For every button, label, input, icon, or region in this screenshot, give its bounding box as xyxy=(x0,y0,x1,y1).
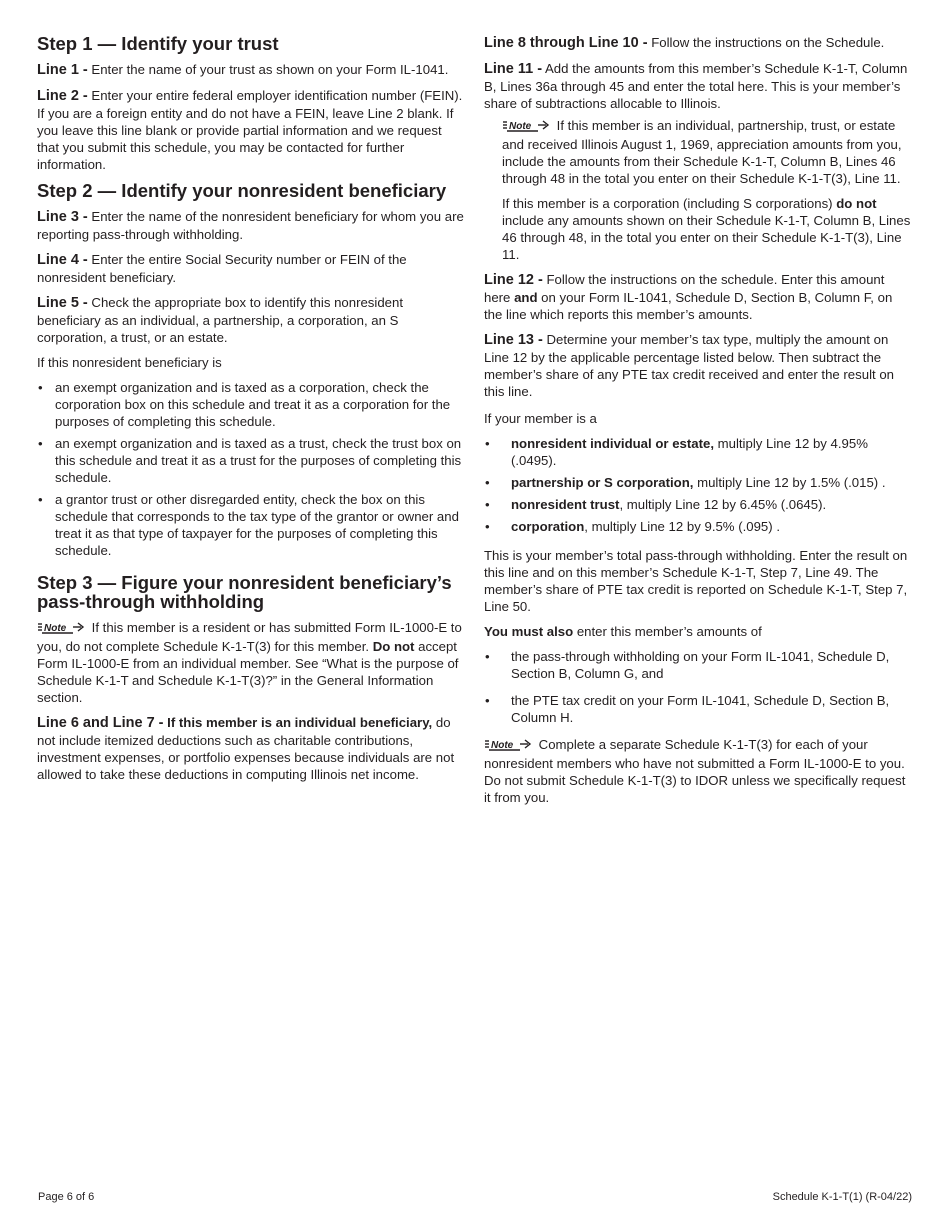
list-item xyxy=(37,379,467,430)
line1-label: Line 1 - xyxy=(37,62,88,78)
line5-text: Check the appropriate box to identify this nonresident beneficiary as an individual, a partnership, a corporation, an S corporation, a trust, or an estate. xyxy=(37,295,403,345)
line4-label: Line 4 - xyxy=(37,252,88,268)
line5-label: Line 5 - xyxy=(37,295,88,311)
bullet-icon: • xyxy=(485,519,490,534)
bullet-icon: • xyxy=(485,649,490,664)
line13-paragraph xyxy=(484,331,914,400)
page-number: Page 6 of 6 xyxy=(38,1191,95,1203)
list-item-text: a grantor trust or other disregarded entity, check the box on this schedule that corresponds to the tax type of the grantor or owner and treat it as that type of taxpayer for the purposes of completing this schedule. xyxy=(55,492,459,558)
list-item xyxy=(37,491,467,559)
rate-text: , multiply Line 12 by 6.45% (.0645). xyxy=(619,497,827,512)
step3-heading-line1: Step 3 — Figure your nonresident beneficiary’s xyxy=(37,572,452,593)
must-also-list xyxy=(484,648,914,726)
svg-text:Note: Note xyxy=(44,623,67,634)
note1-text-b: accept Form IL-1000-E from an individual member. See “What is the purpose of Schedule K-1-T and Schedule K-1-T(3)?” in the General Information section. xyxy=(37,639,459,705)
line12-text-b: on your Form IL-1041, Schedule D, Section B, Column F, on the line which reports this member’s amounts. xyxy=(484,290,893,322)
rates-list xyxy=(484,435,914,535)
line11-text: Add the amounts from this member’s Schedule K-1-T, Column B, Lines 36a through 45 and enter the total here. This is your member’s share of subtractions allocable to Illinois. xyxy=(484,61,908,111)
note1-text-a: If this member is a resident or has submitted Form IL-1000-E to you, do not complete Schedule K-1-T(3) for this member. xyxy=(37,620,462,654)
corporation-bold: do not xyxy=(836,196,877,211)
if-beneficiary-text: If this nonresident beneficiary is xyxy=(37,355,222,370)
corporation-text-b: include any amounts shown on their Schedule K-1-T, Column B, Lines 46 through 48, in the total you enter on their Schedule K-1-T(3), Line 11. xyxy=(502,213,911,262)
list-item xyxy=(484,692,914,726)
must-also-bold: You must also xyxy=(484,624,574,639)
note2-text: If this member is an individual, partnership, trust, or estate and received Illinois August 1, 1969, appreciation amounts from you, include the amounts from their Schedule K-1-T, Column B, Lines 46 through 48 in the total you enter on their Schedule K-1-T(3), Line 11. xyxy=(502,118,902,186)
line67-label: Line 6 and Line 7 - xyxy=(37,715,164,731)
rate-text: multiply Line 12 by 4.95% (.0495). xyxy=(511,436,868,468)
line4-text: Enter the entire Social Security number or FEIN of the nonresident beneficiary. xyxy=(37,252,407,285)
note3-paragraph xyxy=(484,736,914,806)
bullet-icon: • xyxy=(485,436,490,451)
step3-heading xyxy=(37,573,467,611)
line2-label: Line 2 - xyxy=(37,88,88,104)
line12-paragraph xyxy=(484,271,914,323)
bullet-icon: • xyxy=(38,492,43,507)
if-member-text: If your member is a xyxy=(484,411,597,426)
line67-text: do not include itemized deductions such as charitable contributions, investment expenses, or portfolio expenses because individuals are not allowed to take these deductions in computing Illinois net income. xyxy=(37,715,455,782)
line5-paragraph xyxy=(37,294,467,346)
line13-label: Line 13 - xyxy=(484,332,543,348)
rate-type: nonresident trust xyxy=(511,497,620,512)
bullet-icon: • xyxy=(485,475,490,490)
total-withholding-paragraph: This is your member’s total pass-through withholding. Enter the result on this line and on this member’s Schedule K-1-T, Step 7, Line 49. The member’s share of PTE tax credit is reported on Schedule K-1-T, Step 7, Line 50. xyxy=(484,548,908,614)
left-column xyxy=(37,34,467,791)
list-item-text: the PTE tax credit on your Form IL-1041, Schedule D, Section B, Column H. xyxy=(511,693,890,725)
list-item xyxy=(37,435,467,486)
line1-paragraph xyxy=(37,61,467,79)
line12-label: Line 12 - xyxy=(484,272,543,288)
line2-paragraph xyxy=(37,87,467,173)
bullet-icon: • xyxy=(485,497,490,512)
list-item-text: an exempt organization and is taxed as a corporation, check the corporation box on this schedule and treat it as a corporation for the purposes of completing this schedule. xyxy=(55,380,451,429)
line8-10-text: Follow the instructions on the Schedule. xyxy=(647,35,885,50)
note-icon xyxy=(37,620,85,638)
beneficiary-bullet-list xyxy=(37,379,467,559)
list-item-text: an exempt organization and is taxed as a trust, check the trust box on this schedule and treat it as a trust for the purposes of completing this schedule. xyxy=(55,436,462,485)
bullet-icon: • xyxy=(485,693,490,708)
line13-text: Determine your member’s tax type, multiply the amount on Line 12 by the applicable percentage listed below. Then subtract the member’s share of any PTE tax credit received and enter the result on this line. xyxy=(484,332,894,399)
line2-text: Enter your entire federal employer identification number (FEIN). If you are a foreign entity and do not have a FEIN, leave Line 2 blank. If you leave this line blank or provide partial information and we request that you submit this schedule, you may be contacted for further information. xyxy=(37,88,463,172)
corporation-text-a: If this member is a corporation (including S corporations) xyxy=(502,196,837,211)
line12-bold: and xyxy=(514,290,538,305)
step3-heading-line2: pass-through withholding xyxy=(37,591,265,612)
rate-type: nonresident individual or estate, xyxy=(511,436,714,451)
line8-10-label: Line 8 through Line 10 - xyxy=(484,35,648,51)
note1-paragraph xyxy=(37,619,467,706)
note-icon xyxy=(484,737,532,755)
must-also-paragraph xyxy=(484,623,914,640)
list-item xyxy=(484,518,914,535)
step2-heading: Step 2 — Identify your nonresident beneficiary xyxy=(37,180,447,201)
step1-heading: Step 1 — Identify your trust xyxy=(37,33,279,54)
line1-text: Enter the name of your trust as shown on your Form IL-1041. xyxy=(87,62,449,77)
line11-label: Line 11 - xyxy=(484,61,543,77)
line3-label: Line 3 - xyxy=(37,209,88,225)
right-column xyxy=(484,34,914,814)
must-also-text: enter this member’s amounts of xyxy=(573,624,762,639)
rate-type: partnership or S corporation, xyxy=(511,475,694,490)
rate-text: , multiply Line 12 by 9.5% (.095) . xyxy=(584,519,780,534)
svg-text:Note: Note xyxy=(491,740,514,751)
line67-paragraph xyxy=(37,714,467,783)
note-icon xyxy=(502,118,550,136)
list-item xyxy=(484,474,914,491)
list-item xyxy=(484,648,914,682)
list-item-text: the pass-through withholding on your Form IL-1041, Schedule D, Section B, Column G, and xyxy=(511,649,890,681)
list-item xyxy=(484,496,914,513)
note1-bold: Do not xyxy=(372,639,415,654)
rate-type: corporation xyxy=(511,519,585,534)
note2-paragraph xyxy=(484,117,914,187)
line3-paragraph xyxy=(37,208,467,243)
list-item xyxy=(484,435,914,469)
line67-bold: If this member is an individual beneficiary, xyxy=(163,715,433,730)
form-identifier: Schedule K-1-T(1) (R-04/22) xyxy=(772,1191,912,1203)
rate-text: multiply Line 12 by 1.5% (.015) . xyxy=(693,475,886,490)
line8-10-paragraph xyxy=(484,34,914,52)
svg-text:Note: Note xyxy=(509,121,532,132)
line11-paragraph xyxy=(484,60,914,112)
bullet-icon: • xyxy=(38,436,43,451)
line3-text: Enter the name of the nonresident beneficiary for whom you are reporting pass-through withholding. xyxy=(37,209,464,242)
note3-text: Complete a separate Schedule K-1-T(3) for each of your nonresident members who have not submitted a Form IL-1000-E to you. Do not submit Schedule K-1-T(3) to IDOR unless we specifically request it from you. xyxy=(484,737,906,805)
corporation-paragraph xyxy=(484,195,914,263)
line12-text-a: Follow the instructions on the schedule. Enter this amount here xyxy=(484,272,885,305)
bullet-icon: • xyxy=(38,380,43,395)
line4-paragraph xyxy=(37,251,467,286)
